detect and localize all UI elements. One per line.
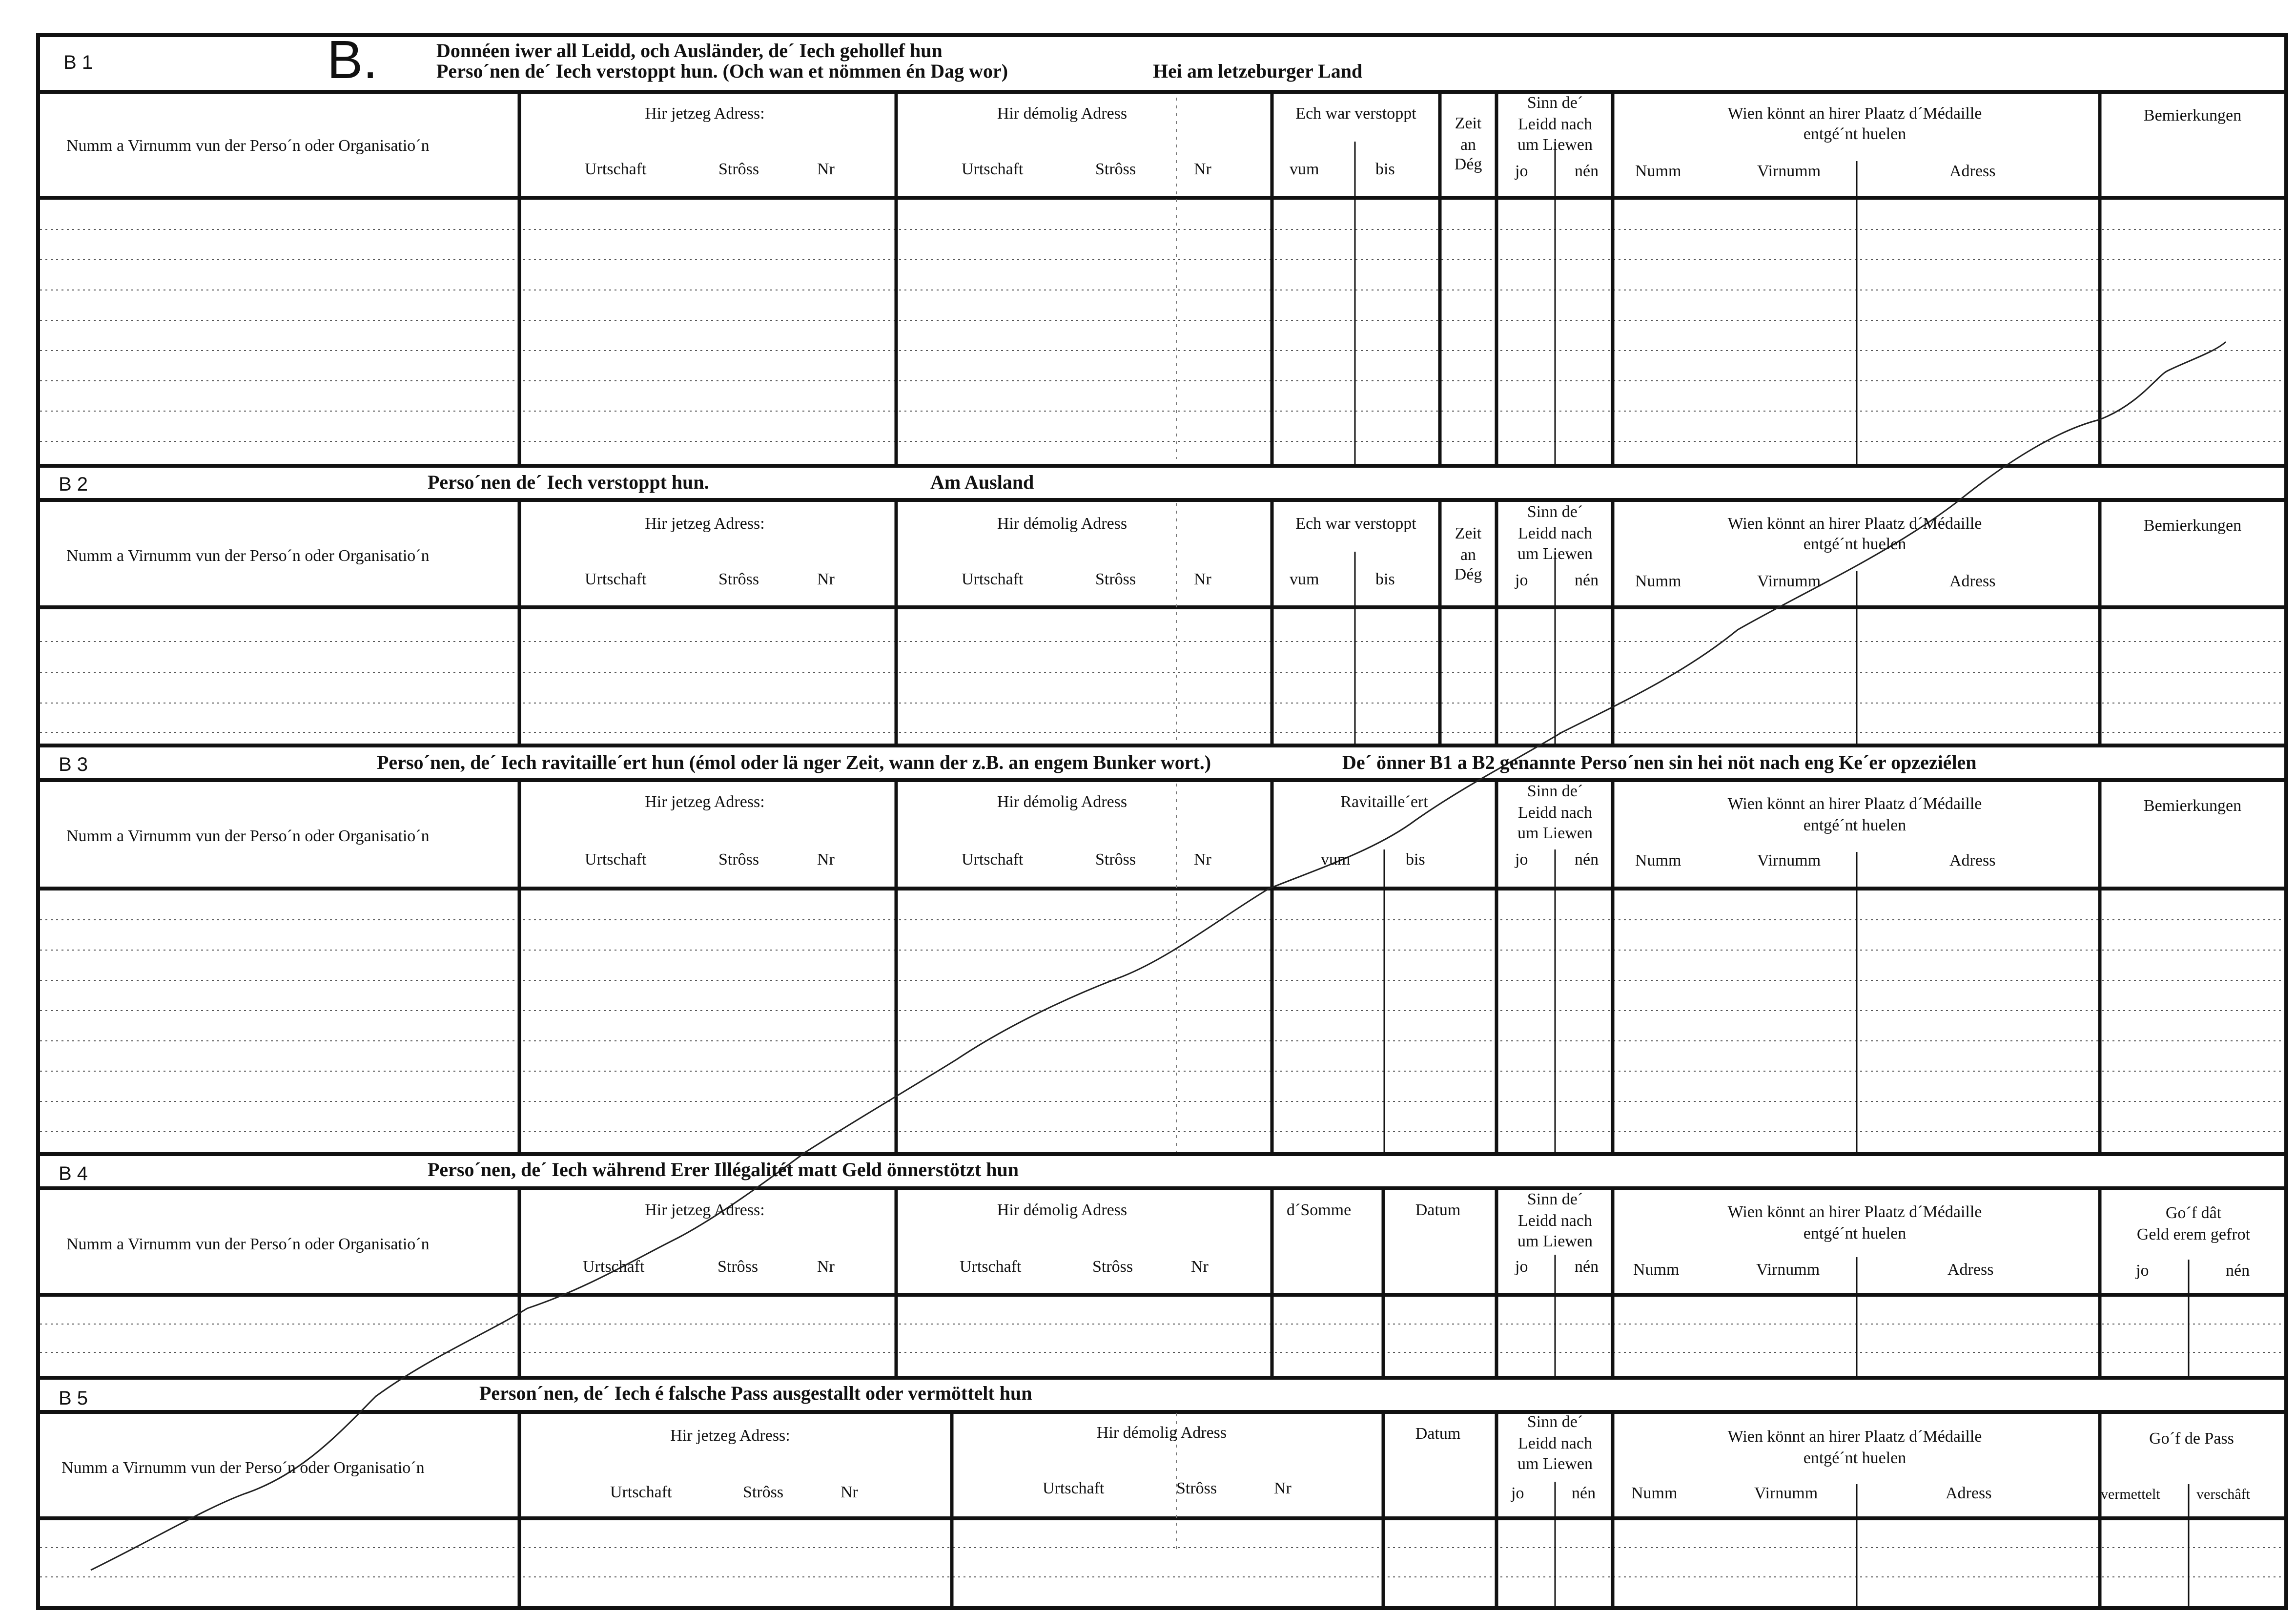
- col-medal-address: Adress: [1946, 1484, 1992, 1502]
- section-code-b5: B 5: [59, 1387, 88, 1409]
- col-medal: entgé´nt huelen: [1803, 1449, 1906, 1467]
- col-current-address: Hir jetzeg Adress:: [645, 793, 765, 811]
- col-alive: Leidd nach: [1518, 524, 1592, 542]
- col-alive: um Liewen: [1517, 1232, 1593, 1250]
- col-no: nén: [1575, 850, 1599, 869]
- col-medal: entgé´nt huelen: [1803, 1224, 1906, 1242]
- col-medal: Wien könnt an hirer Plaatz d´Médaille: [1727, 795, 1982, 813]
- col-date: Datum: [1415, 1425, 1461, 1443]
- col-alive: Sinn de´: [1527, 1413, 1583, 1431]
- col-from: vum: [1290, 160, 1319, 178]
- col-name: Numm a Virnumm vun der Perso´n oder Organisatio´n: [66, 137, 430, 155]
- col-medal-name: Numm: [1635, 162, 1681, 180]
- col-yes: jo: [2136, 1262, 2149, 1280]
- col-days: Dég: [1454, 155, 1482, 173]
- col-alive: um Liewen: [1517, 824, 1593, 842]
- col-nr: Nr: [817, 570, 835, 588]
- col-medal: Wien könnt an hirer Plaatz d´Médaille: [1727, 1203, 1982, 1221]
- section-note-b3: De´ önner B1 a B2 genannte Perso´nen sin hei nöt nach eng Ke´er opzeziélen: [1342, 751, 1977, 773]
- col-stross: Strôss: [1176, 1479, 1217, 1497]
- col-created: verschâft: [2196, 1486, 2250, 1502]
- col-stross: Strôss: [1095, 160, 1136, 178]
- col-from: vum: [1290, 570, 1319, 588]
- col-stross: Strôss: [1095, 850, 1136, 869]
- col-days: an: [1460, 546, 1476, 564]
- section-code-b2: B 2: [59, 474, 88, 495]
- col-former-address: Hir démolig Adress: [1096, 1424, 1227, 1442]
- col-medal-first: Virnumm: [1757, 851, 1821, 870]
- section-title-b2: Perso´nen de´ Iech verstoppt hun.: [428, 471, 709, 493]
- col-name: Numm a Virnumm vun der Perso´n oder Organisatio´n: [66, 827, 430, 845]
- col-to: bis: [1375, 570, 1395, 588]
- col-nr: Nr: [817, 160, 835, 178]
- col-yes: jo: [1511, 1484, 1524, 1502]
- col-to: bis: [1406, 850, 1425, 869]
- col-medal: entgé´nt huelen: [1803, 125, 1906, 143]
- section-title-b4: Perso´nen, de´ Iech während Erer Illégalitét matt Geld önnerstötzt hun: [428, 1159, 1019, 1180]
- col-name: Numm a Virnumm vun der Perso´n oder Organisatio´n: [66, 1235, 430, 1253]
- col-name: Numm a Virnumm vun der Perso´n oder Organisatio´n: [62, 1459, 425, 1477]
- col-urtschaft: Urtschaft: [585, 570, 647, 588]
- section-code-b3: B 3: [59, 754, 88, 775]
- col-no: nén: [1572, 1484, 1596, 1502]
- col-pass-given: Go´f de Pass: [2149, 1429, 2234, 1448]
- col-yes: jo: [1515, 1258, 1528, 1276]
- col-stross: Strôss: [718, 570, 759, 588]
- col-medal-address: Adress: [1948, 1261, 1994, 1279]
- col-stross: Strôss: [743, 1483, 784, 1501]
- col-current-address: Hir jetzeg Adress:: [670, 1427, 790, 1445]
- col-urtschaft: Urtschaft: [583, 1258, 645, 1276]
- col-alive: Leidd nach: [1518, 115, 1592, 133]
- col-current-address: Hir jetzeg Adress:: [645, 515, 765, 533]
- col-medal-name: Numm: [1631, 1484, 1678, 1502]
- col-alive: Sinn de´: [1527, 1190, 1583, 1208]
- col-urtschaft: Urtschaft: [585, 160, 647, 178]
- col-urtschaft: Urtschaft: [960, 1258, 1022, 1276]
- col-nr: Nr: [817, 850, 835, 869]
- col-alive: um Liewen: [1517, 545, 1593, 563]
- col-urtschaft: Urtschaft: [610, 1483, 672, 1501]
- col-medal-first: Virnumm: [1757, 162, 1821, 180]
- col-medal-name: Numm: [1633, 1261, 1680, 1279]
- col-medal: entgé´nt huelen: [1803, 535, 1906, 553]
- col-date: Datum: [1415, 1201, 1461, 1219]
- col-money-returned: Geld erem gefrot: [2136, 1225, 2251, 1243]
- col-nr: Nr: [1194, 570, 1211, 588]
- col-remarks: Bemierkungen: [2143, 106, 2242, 124]
- col-mediated: vermettelt: [2101, 1486, 2160, 1502]
- col-nr: Nr: [1274, 1479, 1292, 1497]
- col-medal: Wien könnt an hirer Plaatz d´Médaille: [1727, 515, 1982, 533]
- col-medal-address: Adress: [1949, 851, 1996, 870]
- section-place-b1: Hei am letzeburger Land: [1153, 60, 1363, 82]
- col-medal-first: Virnumm: [1754, 1484, 1818, 1502]
- col-days: Dég: [1454, 565, 1482, 583]
- col-urtschaft: Urtschaft: [1043, 1479, 1105, 1497]
- col-money-returned: Go´f dât: [2165, 1204, 2222, 1222]
- col-days: Zeit: [1455, 114, 1482, 132]
- col-urtschaft: Urtschaft: [962, 570, 1024, 588]
- col-alive: Sinn de´: [1527, 503, 1583, 521]
- col-no: nén: [1575, 1258, 1599, 1276]
- col-no: nén: [1575, 571, 1599, 589]
- col-urtschaft: Urtschaft: [962, 850, 1024, 869]
- section-title-b3: Perso´nen, de´ Iech ravitaille´ert hun (émol oder lä nger Zeit, wann der z.B. an engem Bunker wort.): [377, 751, 1211, 773]
- col-medal: entgé´nt huelen: [1803, 816, 1906, 834]
- col-alive: Leidd nach: [1518, 804, 1592, 822]
- col-days: Zeit: [1455, 524, 1482, 542]
- col-nr: Nr: [1194, 160, 1211, 178]
- section-title-b1: Donnéen iwer all Leidd, och Ausländer, de´ Iech gehollef hun: [436, 40, 943, 62]
- col-alive: um Liewen: [1517, 1455, 1593, 1473]
- section-title-b5: Person´nen, de´ Iech é falsche Pass ausgestallt oder vermöttelt hun: [479, 1382, 1032, 1404]
- col-alive: Sinn de´: [1527, 782, 1583, 800]
- col-medal-address: Adress: [1949, 572, 1996, 590]
- col-nr: Nr: [1191, 1258, 1209, 1276]
- col-days: an: [1460, 136, 1476, 154]
- col-medal: Wien könnt an hirer Plaatz d´Médaille: [1727, 104, 1982, 123]
- col-supplied: Ravitaille´ert: [1340, 793, 1428, 811]
- col-stross: Strôss: [1095, 570, 1136, 588]
- col-medal-first: Virnumm: [1756, 1261, 1820, 1279]
- col-stross: Strôss: [718, 1258, 758, 1276]
- col-former-address: Hir démolig Adress: [997, 515, 1128, 533]
- col-alive: Sinn de´: [1527, 94, 1583, 112]
- col-remarks: Bemierkungen: [2143, 517, 2242, 535]
- col-remarks: Bemierkungen: [2143, 797, 2242, 815]
- col-medal-address: Adress: [1949, 162, 1996, 180]
- col-stross: Strôss: [1092, 1258, 1133, 1276]
- col-hidden: Ech war verstoppt: [1295, 104, 1416, 123]
- col-urtschaft: Urtschaft: [962, 160, 1024, 178]
- col-former-address: Hir démolig Adress: [997, 793, 1128, 811]
- col-alive: Leidd nach: [1518, 1212, 1592, 1230]
- col-current-address: Hir jetzeg Adress:: [645, 1201, 765, 1219]
- col-sum: d´Somme: [1287, 1201, 1352, 1219]
- form-letter: B.: [327, 30, 378, 90]
- section-place-b2: Am Ausland: [930, 471, 1034, 493]
- col-medal-name: Numm: [1635, 572, 1681, 590]
- col-medal-name: Numm: [1635, 851, 1681, 870]
- col-current-address: Hir jetzeg Adress:: [645, 104, 765, 123]
- col-nr: Nr: [1194, 850, 1211, 869]
- col-former-address: Hir démolig Adress: [997, 1201, 1128, 1219]
- col-yes: jo: [1515, 850, 1528, 869]
- col-no: nén: [1575, 162, 1599, 180]
- col-hidden: Ech war verstoppt: [1295, 515, 1416, 533]
- col-no: nén: [2226, 1262, 2250, 1280]
- col-nr: Nr: [817, 1258, 835, 1276]
- col-former-address: Hir démolig Adress: [997, 104, 1128, 123]
- section-subtitle-b1: Perso´nen de´ Iech verstoppt hun. (Och wan et nömmen én Dag wor): [436, 60, 1008, 82]
- col-name: Numm a Virnumm vun der Perso´n oder Organisatio´n: [66, 547, 430, 565]
- col-stross: Strôss: [718, 160, 759, 178]
- section-code-b1: B 1: [63, 52, 93, 73]
- col-yes: jo: [1515, 162, 1528, 180]
- col-from: vum: [1321, 850, 1351, 869]
- col-medal: Wien könnt an hirer Plaatz d´Médaille: [1727, 1428, 1982, 1446]
- col-alive: um Liewen: [1517, 136, 1593, 154]
- col-alive: Leidd nach: [1518, 1434, 1592, 1452]
- col-nr: Nr: [840, 1483, 858, 1501]
- col-urtschaft: Urtschaft: [585, 850, 647, 869]
- col-yes: jo: [1515, 571, 1528, 589]
- col-medal-first: Virnumm: [1757, 572, 1821, 590]
- col-to: bis: [1375, 160, 1395, 178]
- section-code-b4: B 4: [59, 1163, 88, 1184]
- col-stross: Strôss: [718, 850, 759, 869]
